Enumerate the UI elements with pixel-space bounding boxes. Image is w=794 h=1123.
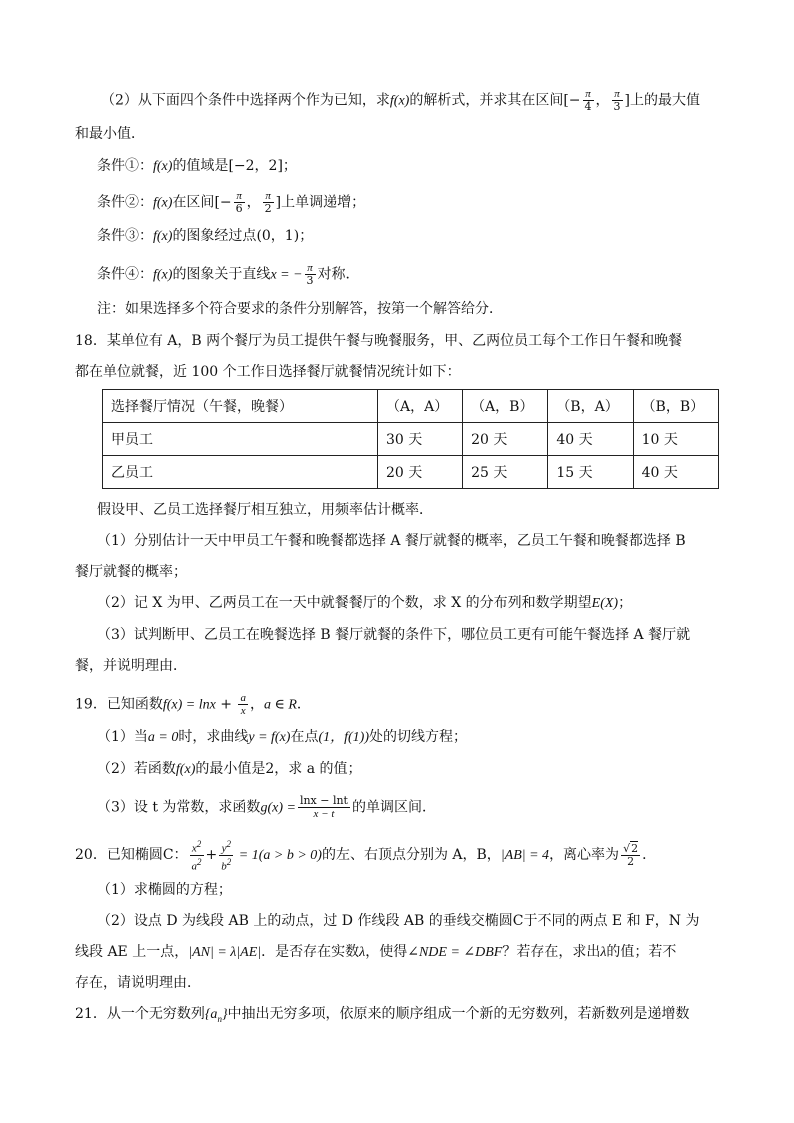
denominator: 2 xyxy=(264,202,272,215)
fraction-pi-6 xyxy=(234,190,245,215)
var: y xyxy=(221,842,227,855)
denominator: 3 xyxy=(306,274,314,287)
numerator: π xyxy=(305,262,316,275)
p18-q3-line1: （3）试判断甲、乙员工在晚餐选择 B 餐厅就餐的条件下，哪位员工更有可能午餐选择 A 餐厅就 xyxy=(97,627,691,643)
math: } xyxy=(221,1007,228,1022)
fraction-pi-4 xyxy=(583,88,594,113)
p20-stem xyxy=(75,838,656,872)
text: ； xyxy=(618,595,633,611)
text: （2）设点 D 为线段 AB 上的动点，过 D 作线段 AB 的垂线交椭圆 xyxy=(97,913,513,929)
p19-q3 xyxy=(97,795,436,820)
text: （1）当 xyxy=(97,729,148,745)
math-fx: f(x) xyxy=(153,229,173,244)
table-header-cell: （B，B） xyxy=(633,390,718,423)
text: ．是否存在实数 xyxy=(261,944,360,960)
numerator: π xyxy=(263,190,274,203)
var: b xyxy=(221,860,227,873)
denominator xyxy=(219,856,233,873)
text: 上的最大值 xyxy=(630,92,701,109)
text: （2）从下面四个条件中选择两个作为已知，求 xyxy=(101,92,390,109)
text: ， xyxy=(246,194,261,211)
table-row xyxy=(103,423,719,456)
fraction-pi-2 xyxy=(263,190,274,215)
denominator: 2 xyxy=(627,854,635,868)
math: (1，f(1)) xyxy=(318,730,370,745)
math: a = 0 xyxy=(147,730,179,745)
math: ∠NDE = ∠DBF xyxy=(407,945,503,960)
math: [− xyxy=(214,194,232,211)
numerator xyxy=(190,838,204,856)
fraction-g xyxy=(298,795,350,820)
table-cell: 乙员工 xyxy=(103,456,378,489)
denominator: 6 xyxy=(235,202,243,215)
p19-q2 xyxy=(97,759,362,780)
text: 处的切线方程； xyxy=(369,729,468,745)
numerator: lnx − lnt xyxy=(299,794,348,807)
p18-intro-line2: 都在单位就餐，近 100 个工作日选择餐厅就餐情况统计如下： xyxy=(75,364,461,380)
table-header-cell: （A，B） xyxy=(463,390,548,423)
p17-part2-line2: 和最小值． xyxy=(75,126,145,142)
text: 对称． xyxy=(317,266,360,283)
table-cell: 20 天 xyxy=(378,456,463,489)
exp: 2 xyxy=(226,856,232,867)
text: 条件①： xyxy=(97,158,153,174)
math: a ∈ R xyxy=(263,697,297,713)
fraction-x2-a2 xyxy=(190,838,204,872)
p18-q2 xyxy=(97,593,632,614)
table-cell: 40 天 xyxy=(633,456,718,489)
text: 时，求曲线 xyxy=(178,729,249,745)
table-cell: 20 天 xyxy=(463,423,548,456)
exp: 2 xyxy=(226,839,231,849)
denominator xyxy=(190,856,204,873)
text: （2）记 X 为甲、乙两员工在一天中就餐餐厅的个数，求 X 的分布列和数学期望 xyxy=(97,595,592,611)
radicand: 2 xyxy=(631,841,639,855)
numerator: π xyxy=(583,88,594,101)
text: 条件③： xyxy=(97,228,153,244)
p18-q1-line2: 餐厅就餐的概率； xyxy=(75,564,187,580)
math-fx: f(x) xyxy=(153,195,173,211)
condition-3 xyxy=(97,226,313,247)
text: ？若存在，求出 xyxy=(502,944,601,960)
p18-assumption: 假设甲、乙员工选择餐厅相互独立，用频率估计概率． xyxy=(97,502,433,518)
p20-q2-line3: 存在，请说明理由． xyxy=(75,975,201,991)
table-header-cell: （A，A） xyxy=(378,390,463,423)
plus: + xyxy=(205,847,218,864)
exp: 2 xyxy=(197,856,202,867)
var: a xyxy=(191,860,198,873)
fraction-sqrt2-2 xyxy=(621,843,640,868)
math: ] xyxy=(275,194,282,211)
text: ． xyxy=(642,847,657,864)
math: [−2，2] xyxy=(228,158,283,174)
condition-4 xyxy=(97,262,360,287)
denominator: 3 xyxy=(613,100,621,113)
math: x xyxy=(209,697,216,713)
p18-intro-line1: 18．某单位有 A，B 两个餐厅为员工提供午餐与晚餐服务，甲、乙两位员工每个工作日午餐和晚餐 xyxy=(75,333,683,349)
text: （3）设 t 为常数，求函数 xyxy=(97,799,261,816)
math-fx: f(x) xyxy=(153,159,173,174)
math: C xyxy=(162,847,174,864)
math: λ xyxy=(600,945,607,960)
text: （2）若函数 xyxy=(97,761,176,777)
text: 的图象关于直线 xyxy=(172,266,271,283)
table-cell: 10 天 xyxy=(633,423,718,456)
numerator: π xyxy=(234,190,245,203)
numerator: π xyxy=(612,88,623,101)
table-cell: 甲员工 xyxy=(103,423,378,456)
text: 条件②： xyxy=(97,194,153,211)
text: 于不同的两点 E 和 F，N 为 xyxy=(523,913,700,929)
text: 的图象经过点 xyxy=(172,228,257,244)
numerator: a xyxy=(240,692,246,704)
math: {a xyxy=(204,1007,218,1022)
var: x xyxy=(191,842,197,855)
math: + xyxy=(215,696,237,713)
text: 19．已知函数 xyxy=(75,696,163,713)
text: ，离心率为 xyxy=(549,847,620,864)
text: 的值；若不 xyxy=(606,944,677,960)
text: 中抽出无穷多项，依原来的顺序组成一个新的无穷数列，若新数列是递增数 xyxy=(227,1006,690,1022)
numerator: √2 xyxy=(623,841,639,855)
text: 20．已知椭圆 xyxy=(75,847,163,864)
math: 2 xyxy=(265,761,275,777)
canteen-stats-table xyxy=(102,389,719,489)
p19-q1 xyxy=(97,727,467,748)
math: f(x) = ln xyxy=(162,697,210,713)
p17-part2-line1 xyxy=(101,88,700,113)
table-header-cell: （B，A） xyxy=(548,390,633,423)
denominator: x xyxy=(240,705,246,717)
text: ： xyxy=(173,847,188,864)
math: ] xyxy=(624,92,631,109)
table-row xyxy=(103,456,719,489)
p20-q2-line2 xyxy=(75,942,676,963)
fraction-y2-b2 xyxy=(219,838,233,872)
p21-line1 xyxy=(75,1004,690,1029)
math: g(x) = xyxy=(260,800,296,816)
table-cell: 25 天 xyxy=(463,456,548,489)
text: 在区间 xyxy=(172,194,215,211)
text: 的最小值是 xyxy=(195,761,266,777)
table-header-row xyxy=(103,390,719,423)
math: f(x) xyxy=(175,762,196,777)
fraction-pi-3 xyxy=(612,88,623,113)
math: (0，1) xyxy=(256,228,300,244)
text: ，使得 xyxy=(365,944,408,960)
table-cell: 30 天 xyxy=(378,423,463,456)
p20-q2-line1 xyxy=(97,911,699,931)
text: 条件④： xyxy=(97,266,153,283)
p18-q1-line1: （1）分别估计一天中甲员工午餐和晚餐都选择 A 餐厅就餐的概率，乙员工午餐和晚餐都选择 B xyxy=(97,533,686,549)
denominator: 4 xyxy=(584,100,592,113)
condition-1 xyxy=(97,156,297,177)
condition-2 xyxy=(97,190,365,215)
text: 的单调区间． xyxy=(351,799,436,816)
math: y = f(x) xyxy=(248,730,291,745)
text: 在点 xyxy=(290,729,319,745)
fraction-pi-3 xyxy=(305,262,316,287)
numerator xyxy=(219,838,233,856)
text: ； xyxy=(299,228,314,244)
p18-q3-line2: 餐，并说明理由． xyxy=(75,658,187,674)
math: |AB| = 4 xyxy=(500,848,550,864)
math-fx: f(x) xyxy=(153,267,173,283)
math: = 1(a > b > 0) xyxy=(235,848,322,864)
p17-note: 注：如果选择多个符合要求的条件分别解答，按第一个解答给分． xyxy=(97,301,503,317)
text: 的左、右顶点分别为 A，B， xyxy=(321,847,501,864)
text: ． xyxy=(296,696,311,713)
text: ， xyxy=(595,92,610,109)
text: 的解析式，并求其在区间 xyxy=(409,92,564,109)
text: 的值域是 xyxy=(172,158,229,174)
fraction-a-x xyxy=(238,692,248,717)
text: 线段 AE 上一点， xyxy=(75,944,189,960)
text: ； xyxy=(282,158,297,174)
text: ，求 a 的值； xyxy=(274,761,362,777)
table-header-cell: 选择餐厅情况（午餐，晚餐） xyxy=(103,390,378,423)
math: λ xyxy=(359,945,366,960)
p20-q1: （1）求椭圆的方程； xyxy=(97,882,232,898)
denominator: x − t xyxy=(313,808,335,820)
text: 21．从一个无穷数列 xyxy=(75,1006,205,1022)
math: x = − xyxy=(270,267,303,283)
p19-stem xyxy=(75,692,311,717)
exp: 2 xyxy=(196,839,202,849)
text: ， xyxy=(249,696,264,713)
table-cell: 15 天 xyxy=(548,456,633,489)
math: [− xyxy=(563,92,581,109)
math: |AN| = λ|AE| xyxy=(188,945,262,960)
text: 上单调递增； xyxy=(281,194,366,211)
table-cell: 40 天 xyxy=(548,423,633,456)
math: C xyxy=(512,913,524,929)
math-fx: f(x) xyxy=(389,93,410,109)
math-subscript: n xyxy=(217,1013,222,1024)
math-expectation: E(X) xyxy=(591,596,619,611)
